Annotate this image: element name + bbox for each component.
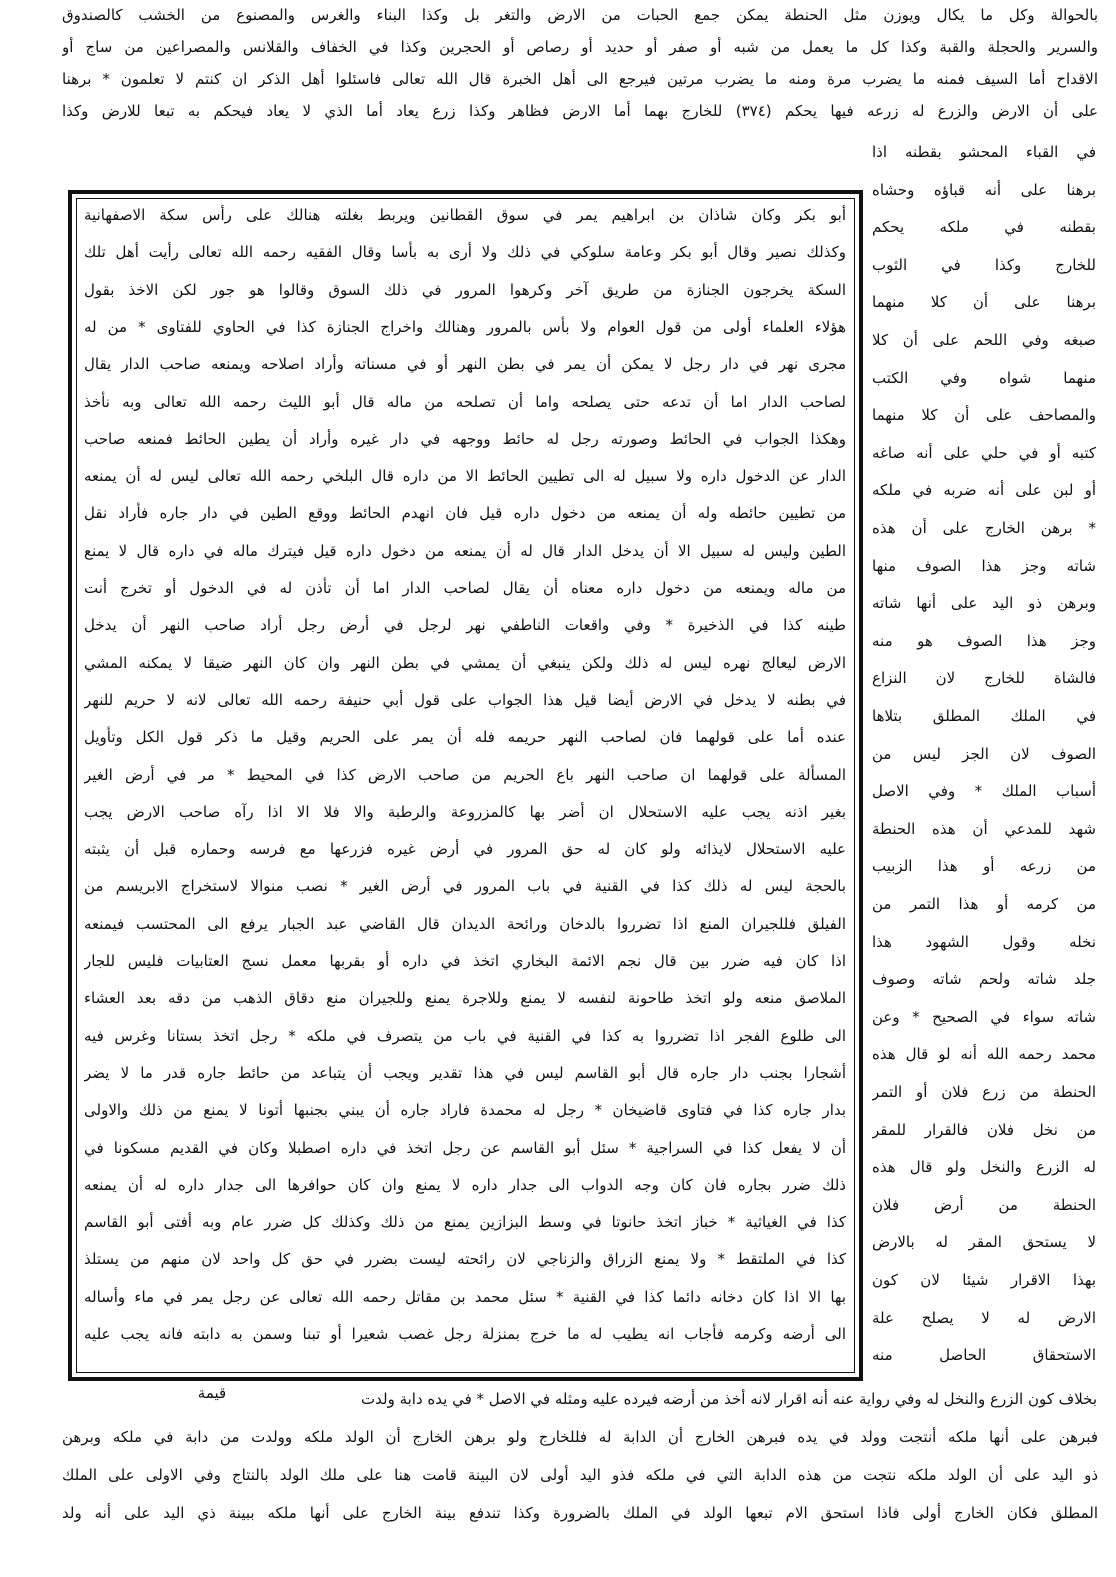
margin-line: الاستحقاق الحاصل منه [872, 1346, 1096, 1365]
margin-line: الحنطة من زرع فلان أو التمر [872, 1083, 1096, 1101]
margin-line: لا يستحق المقر له بالارض [872, 1233, 1096, 1252]
margin-line: في القباء المحشو بقطنه اذا [872, 143, 1096, 161]
margin-line: محمد رحمه الله أنه لو قال هذه [872, 1045, 1096, 1064]
margin-line: شاته سواء في الصحيح * وعن [872, 1007, 1096, 1026]
main-text-line: الدار عن الدخول داره ولا سبيل له الى تطيين الحائط الا من داره قال البلخي رحمه الله تعالى ليس له أن يمنعه [84, 467, 846, 486]
margin-line: برهنا على أن كلا منهما [872, 293, 1096, 312]
main-text-line: المسألة على قولهما ان صاحب النهر باع الحريم من صاحب الارض كذا في المحيط * مر في أرض الغير [84, 765, 846, 784]
footer-line: فبرهن على أنها ملكه أنتجت وولد في يده فبرهن الخارج أن الدابة له فللخارج ولو برهن الخارج أن الولد ملكه وولدت من دابة في ملكه وبرهن [62, 1428, 1098, 1446]
main-text-line: الى طلوع الفجر اذا تضرروا به كذا في القنية في باب من يتصرف في ملكه * رجل اتخذ بستانا وغرس فيه [84, 1026, 846, 1045]
margin-line: أو لبن على أنه ضربه في ملكه [872, 481, 1096, 500]
margin-line: الصوف لان الجز ليس من [872, 744, 1096, 763]
margin-line: بهذا الاقرار شيئا لان كون [872, 1271, 1096, 1289]
margin-line: أسباب الملك * وفي الاصل [872, 782, 1096, 801]
main-text-line: بغير اذنه يجب عليه الاستحلال ان أضر بها كالمزروعة والرطبة والا فلا الا اذا رآه صاحب الارض يجب [84, 802, 846, 821]
main-text-line: الطين وليس له سبيل الا أن يدخل الدار قال له أن يمنعه من دخول داره قيل فيترك ماله في داره قال لا يمنع [84, 541, 846, 560]
main-text-line: كذا في الغياثية * خباز اتخذ حانوتا في وسط البزازين يمنع من ذلك وكذلك كل ضرر عام وبه أفتى أبو القاسم [84, 1213, 846, 1232]
catchword-left: قيمة [197, 1384, 227, 1402]
margin-line: والمصاحف على أن كلا منهما [872, 406, 1096, 425]
main-text-line: كذا في الملتقط * ولا يمنع الزراق والزناجي لان رائحته ليست بضرر في حق كل واحد لان منهم من يستلذ [84, 1250, 846, 1269]
main-text-line: السكة يخرجون الجنازة من طريق آخر وكرهوا المرور في ذلك السوق وقالوا هو جور لكن الاخذ بقول [84, 280, 846, 299]
footer-line: ذو اليد على أن الولد ملكه نتجت من هذه الدابة التي في ملكه فذو اليد أولى لان البينة قامت هنا على ملك الولد بالنتاج وفي الاولى على الملك [62, 1466, 1098, 1484]
margin-line: وجز هذا الصوف هو منه [872, 631, 1096, 650]
main-text-line: طينه كذا في الذخيرة * وفي واقعات الناطفي نهر لرجل في أرض رجل أراد صاحب النهر أن يدخل [84, 616, 846, 635]
margin-line: من زرعه أو هذا الزبيب [872, 857, 1096, 876]
header-line: على أن الارض والزرع له زرعه فيها يحكم (٣٧٤) للخارج بهما أما الارض فظاهر وكذا زرع يعاد أما الذي لا يعاد فيحكم به تبعا للارض وكذا [62, 102, 1098, 120]
margin-line: * برهن الخارج على أن هذه [872, 519, 1096, 537]
main-text-line: الى أرضه وكرمه فأجاب انه يطيب له ما خرج بمنزلة رجل غصب شعيرا أو تبنا وسمن به دابته فانه يجب عليه [84, 1325, 846, 1343]
margin-line: برهنا على أنه قباؤه وحشاه [872, 180, 1096, 199]
margin-line: فالشاة للخارج لان النزاع [872, 669, 1096, 688]
main-text-line: أبو بكر وكان شاذان بن ابراهيم يمر في سوق القطانين ويربط بغلته هنالك على رأس سكة الاصفهانية [84, 206, 846, 224]
margin-line: نخله وقول الشهود هذا [872, 932, 1096, 951]
margin-line: شاته وجز هذا الصوف منها [872, 556, 1096, 575]
main-text-line: هؤلاء العلماء أولى من قول العوام ولا بأس بالمرور وهنالك واخراج الجنازة كذا في الحاوي للفتاوى * من له [84, 317, 846, 336]
main-text-line: ذلك ضرر بجاره فان كان وجه الدواب الى جدار داره لا يمنع وان كان حوافرها الى جدار داره له أن يمنعه [84, 1175, 846, 1194]
main-text-line: وكذلك نصير وقال أبو بكر وعامة سلوكي في ذلك ولا أرى به بأسا وقال الفقيه رحمه الله تعالى رأيت أهل تلك [84, 243, 846, 262]
margin-line: الحنطة من أرض فلان [872, 1195, 1096, 1214]
main-text-line: الملاصق منعه ولو اتخذ طاحونة لنفسه لا يمنع وللاجرة يمنع وللجيران منع دقاق الذهب من دقه بعد العشاء [84, 989, 846, 1008]
main-text-line: في بطنه لا يدخل في الارض أيضا قيل هذا الجواب على قول أبي حنيفة رحمه الله تعالى لانه لا حريم للنهر [84, 690, 846, 709]
main-text-line: بها الا اذا كان دخانه دائما كذا في القنية * سئل محمد بن مقاتل رحمه الله تعالى عن رجل يمر في ماء وأساله [84, 1287, 846, 1306]
margin-line: للخارج وكذا في الثوب [872, 255, 1096, 274]
footer-line: بخلاف كون الزرع والنخل له وفي رواية عنه أنه اقرار لانه أخذ من أرضه فيرده عليه ومثله في الاصل * في يده دابة ولدت [361, 1390, 1097, 1408]
main-text-line: عليه الاستحلال لايذائه ولو كان له حق المرور في أرض غيره فزرعها مع فرسه وحماره قبل أن يثبته [84, 840, 846, 859]
header-line: بالحوالة وكل ما يكال ويوزن مثل الحنطة يمكن جمع الحبات من الارض والتغر بل وكذا البناء والغرس والمصنوع من الخشب كالصندوق [62, 6, 1098, 24]
main-text-line: مجرى نهر في دار رجل لا يمكن أن يمر في بطن النهر أو في مسناته وأراد اصلاحه ويمنعه صاحب الدار يقال [84, 355, 846, 374]
main-text-line: وهكذا الجواب في الحائط وصورته رجل له حائط ووجهه في دار غيره وأراد أن يطين الحائط فمنعه صاحب [84, 429, 846, 448]
main-text-line: عنده أما على قولهما فان لصاحب النهر حريمه فله أن يمر على الحريم وقيل ما ذكر قول الكل وتأويل [84, 728, 846, 747]
main-text-line: من ماله ويمنعه من دخول داره معناه أن يقال لصاحب الدار اما أن تأذن له في الدخول أو تخرج أنت [84, 579, 846, 597]
main-text-line: أشجارا بجنب دار جاره قال أبو القاسم ليس في هذا تقدير ويجب أن يتباعد من حائط جاره قدر ما لا يضر [84, 1063, 846, 1082]
margin-line: جلد شاته ولحم شاته وصوف [872, 970, 1096, 989]
main-text-line: الفيلق فللجيران المنع اذا تضرروا بالدخان ورائحة الديدان قال القاضي عبد الجبار يرفع الى المحتسب فيمنعه [84, 914, 846, 933]
main-text-line: أن لا يفعل كذا في السراجية * سئل أبو القاسم عن رجل اتخذ في داره اصطبلا وكان في القديم مسكونا في [84, 1138, 846, 1157]
margin-line: وبرهن ذو اليد على أنها شاته [872, 594, 1096, 613]
margin-line: صبغه وفي اللحم على أن كلا [872, 331, 1096, 349]
margin-line: له الزرع والنخل ولو قال هذه [872, 1158, 1096, 1177]
main-text-line: اذا كان فيه ضرر بين قال نجم الائمة البخاري اتخذ في داره أو بقربها معمل نسج العتابيات فليس للجار [84, 952, 846, 970]
margin-line: شهد للمدعي أن هذه الحنطة [872, 819, 1096, 838]
footer-line: المطلق فكان الخارج أولى فاذا استحق الام تبعها الولد في الملك بالضرورة وكذا تندفع بينة الخارج على أنها ملكه ببينة ذي اليد على أنه ولد [62, 1504, 1098, 1522]
margin-line: منهما شواه وفي الكتب [872, 368, 1096, 387]
margin-line: بقطنه في ملكه يحكم [872, 218, 1096, 237]
header-line: الاقداح أما السيف فمنه ما يضرب مرة ومنه ما يضرب مرتين فيرجع الى أهل الخبرة قال الله تعالى فاسئلوا أهل الذكر ان كنتم لا تعلمون * برهنا [62, 70, 1098, 88]
margin-line: كتبه أو في حلي على أنه صاغه [872, 443, 1096, 462]
main-text-line: من تطيين حائطه وله أن يمنعه من دخول داره قيل فان انهدم الحائط ووقع الطين في دار جاره فأراد نقل [84, 504, 846, 523]
header-line: والسرير والحجلة والقبة وكذا كل ما يعمل من شبه أو صفر أو حديد أو رصاص أو الحجرين وكذا في الخفاف والقلانس والمصراعين من ساج أو [62, 38, 1098, 56]
margin-line: من كرمه أو هذا التمر من [872, 895, 1096, 913]
main-text-line: بالحجة ليس له ذلك كذا في القنية في باب المرور في أرض الغير * نصب منوالا لاستخراج الابريسم من [84, 877, 846, 896]
margin-line: من نخل فلان فالقرار للمقر [872, 1120, 1096, 1139]
margin-line: الارض له لا يصلح علة [872, 1308, 1096, 1327]
margin-line: في الملك المطلق بتلاها [872, 707, 1096, 725]
main-text-line: لصاحب الدار اما أن تدعه حتى يصلحه واما أن تصلحه من ماله قال أبو الليث رحمه الله تعالى وبه نأخذ [84, 392, 846, 411]
main-text-line: الارض ليعالج نهره ليس له ذلك ولكن ينبغي أن يمشي في بطن النهر وان كان النهر ضيقا لا يمكنه المشي [84, 653, 846, 672]
main-text-line: بدار جاره كذا في فتاوى قاضيخان * رجل له محمدة فاراد جاره أن يبني بجنبها أتونا لا يمنع من ذلك والاولى [84, 1101, 846, 1120]
